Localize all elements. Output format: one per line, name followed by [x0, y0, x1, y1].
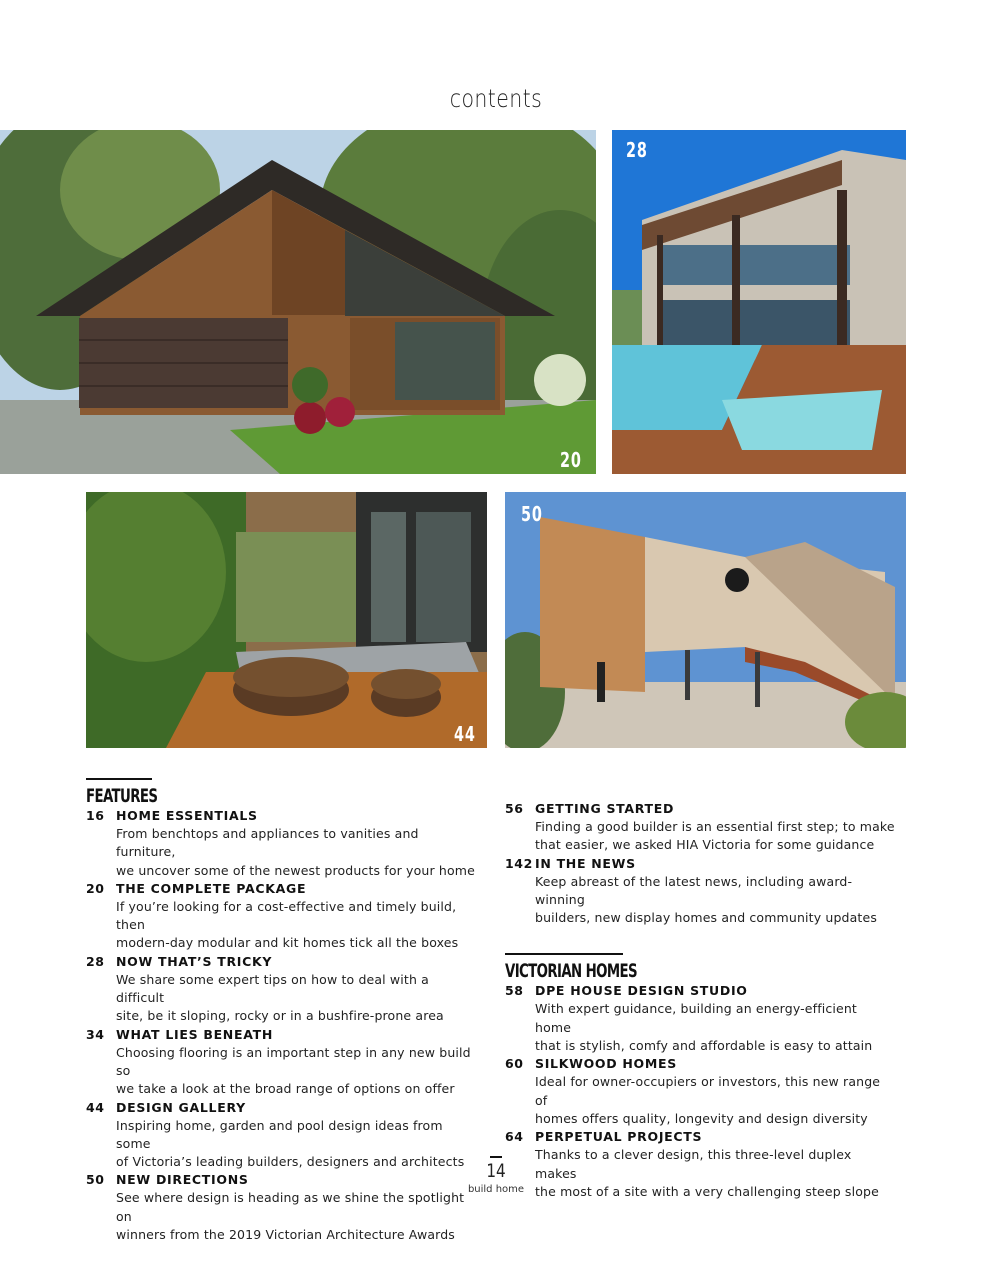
entry-title: HOME ESSENTIALS	[116, 808, 258, 823]
entry-title: NOW THAT’S TRICKY	[116, 953, 273, 969]
contents-entry[interactable]	[86, 1171, 476, 1244]
more-section	[505, 800, 895, 1201]
entry-description: Ideal for owner-occupiers or investors, this new range of homes offers quality, longevity and design diversity	[535, 1074, 881, 1126]
contents-entry[interactable]	[505, 800, 895, 855]
magazine-name: build home	[467, 1184, 525, 1195]
section-heading-victorian-homes: VICTORIAN HOMES	[505, 960, 637, 983]
photo-timber-building	[505, 492, 906, 748]
contents-entry[interactable]	[505, 855, 895, 928]
entry-title: NEW DIRECTIONS	[116, 1172, 249, 1188]
entry-description: Inspiring home, garden and pool design ideas from some of Victoria’s leading builders, designers and architects	[116, 1117, 465, 1170]
contents-entry[interactable]	[86, 880, 476, 953]
entry-header	[86, 880, 476, 898]
entry-description: Choosing flooring is an important step in any new build so we take a look at the broad range of options on offer	[116, 1044, 471, 1097]
entry-header	[86, 807, 476, 825]
entry-page-number: 50	[86, 1172, 105, 1188]
entry-title: GETTING STARTED	[535, 801, 675, 816]
entry-description: With expert guidance, building an energy-efficient home that is stylish, comfy and affordable is easy to attain	[535, 1001, 873, 1054]
entry-description: We share some expert tips on how to deal with a difficult site, be it sloping, rocky or in a bushfire-prone area	[116, 971, 444, 1024]
entry-page-number: 64	[505, 1129, 524, 1145]
entry-title: SILKWOOD HOMES	[535, 1056, 677, 1072]
contents-entry[interactable]	[86, 953, 476, 1026]
entry-description: Finding a good builder is an essential first step; to make that easier, we asked HIA Victoria for some guidance	[535, 819, 895, 853]
entry-title: DESIGN GALLERY	[116, 1099, 246, 1115]
photo-garden-deck	[86, 492, 487, 748]
footer-rule	[490, 1156, 502, 1158]
contents-entry[interactable]	[505, 982, 895, 1055]
entry-title: WHAT LIES BENEATH	[116, 1026, 273, 1042]
entry-page-number: 58	[505, 983, 524, 999]
photo-page-number: 44	[454, 722, 476, 746]
entry-description: See where design is heading as we shine the spotlight on winners from the 2019 Victorian Architecture Awards	[116, 1190, 465, 1243]
entry-page-number: 20	[86, 880, 105, 896]
entry-title: PERPETUAL PROJECTS	[535, 1129, 703, 1145]
entry-page-number: 142	[505, 855, 533, 871]
entry-page-number: 44	[86, 1099, 105, 1115]
entry-page-number: 34	[86, 1026, 105, 1042]
section-heading-features: FEATURES	[86, 785, 158, 807]
section-rule	[505, 953, 623, 955]
entry-header	[505, 855, 895, 873]
entry-header	[86, 1026, 476, 1044]
entry-page-number: 56	[505, 801, 524, 816]
photo-page-number: 28	[626, 138, 648, 162]
entry-header	[86, 953, 476, 971]
contents-entry[interactable]	[86, 807, 476, 880]
entry-page-number: 60	[505, 1056, 524, 1072]
section-rule	[86, 778, 152, 780]
entry-page-number: 28	[86, 953, 105, 969]
photo-page-number: 50	[521, 502, 543, 526]
contents-entry[interactable]	[505, 1055, 895, 1128]
entry-description: From benchtops and appliances to vanities and furniture, we uncover some of the newest products for your home	[116, 826, 475, 878]
entry-header	[86, 1099, 476, 1117]
contents-entry[interactable]	[86, 1026, 476, 1099]
more-list	[505, 800, 895, 927]
entry-page-number: 16	[86, 808, 105, 823]
page-number: 14	[486, 1160, 506, 1182]
entry-header	[505, 982, 895, 1000]
entry-title: IN THE NEWS	[535, 855, 636, 871]
entry-title: DPE HOUSE DESIGN STUDIO	[535, 983, 748, 999]
photo-page-number: 20	[560, 448, 582, 472]
entry-header	[505, 1128, 895, 1146]
entry-header	[505, 800, 895, 818]
entry-title: THE COMPLETE PACKAGE	[116, 880, 307, 896]
page-title: contents	[449, 84, 543, 113]
entry-description: If you’re looking for a cost-effective and timely build, then modern-day modular and kit homes tick all the boxes	[116, 898, 459, 951]
photo-pool-house	[612, 130, 906, 474]
entry-description: Thanks to a clever design, this three-level duplex makes the most of a site with a very challenging steep slope	[535, 1147, 879, 1199]
entry-header	[505, 1055, 895, 1073]
photo-timber-house	[0, 130, 596, 474]
entry-description: Keep abreast of the latest news, including award-winning builders, new display homes and community updates	[535, 873, 877, 926]
